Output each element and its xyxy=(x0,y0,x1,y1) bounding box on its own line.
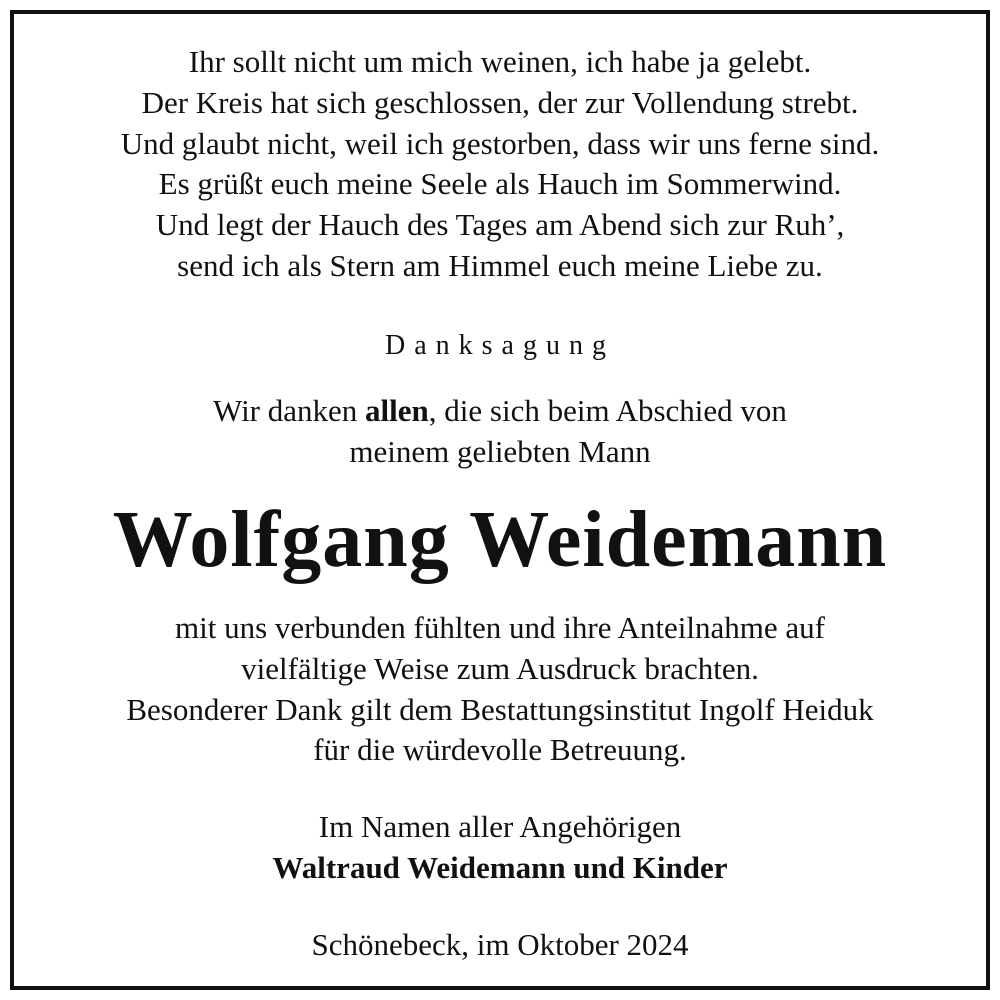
signoff xyxy=(14,806,986,888)
poem-line: Der Kreis hat sich geschlossen, der zur Vollendung strebt. xyxy=(141,84,859,120)
poem-line: Und legt der Hauch des Tages am Abend sich zur Ruh’, xyxy=(155,207,845,243)
thanks-body-line: für die würdevolle Betreuung. xyxy=(313,732,687,768)
thanks-intro-line-1 xyxy=(14,390,986,431)
signoff-names: Waltraud Weidemann und Kinder xyxy=(272,850,728,885)
thanks-body-line: vielfältige Weise zum Ausdruck brachten. xyxy=(241,650,759,686)
poem-line: send ich als Stern am Himmel euch meine Liebe zu. xyxy=(177,247,823,283)
thanks-body-line: mit uns verbunden fühlten und ihre Anteilnahme auf xyxy=(175,610,825,645)
poem-line: Und glaubt nicht, weil ich gestorben, dass wir uns ferne sind. xyxy=(120,125,880,161)
poem-line: Ihr sollt nicht um mich weinen, ich habe ja gelebt. xyxy=(188,44,812,79)
thanks-intro-emphasis: allen xyxy=(365,393,429,428)
poem xyxy=(14,42,986,287)
thanks-intro-text: , die sich beim Abschied von xyxy=(428,393,787,428)
signoff-line: Im Namen aller Angehörigen xyxy=(318,809,682,844)
thanks-intro-line-2: meinem geliebten Mann xyxy=(349,434,651,469)
notice-frame xyxy=(10,10,990,990)
thanks-intro-text: Wir danken xyxy=(213,393,366,428)
thanks-body-line: Besonderer Dank gilt dem Bestattungsinstitut Ingolf Heiduk xyxy=(126,691,874,727)
notice-heading: Danksagung xyxy=(385,330,615,361)
thanks-intro xyxy=(14,390,986,472)
poem-line: Es grüßt euch meine Seele als Hauch im Sommerwind. xyxy=(158,166,842,202)
thanks-body xyxy=(14,608,986,771)
deceased-name: Wolfgang Weidemann xyxy=(112,496,888,584)
place-date: Schönebeck, im Oktober 2024 xyxy=(311,927,689,962)
